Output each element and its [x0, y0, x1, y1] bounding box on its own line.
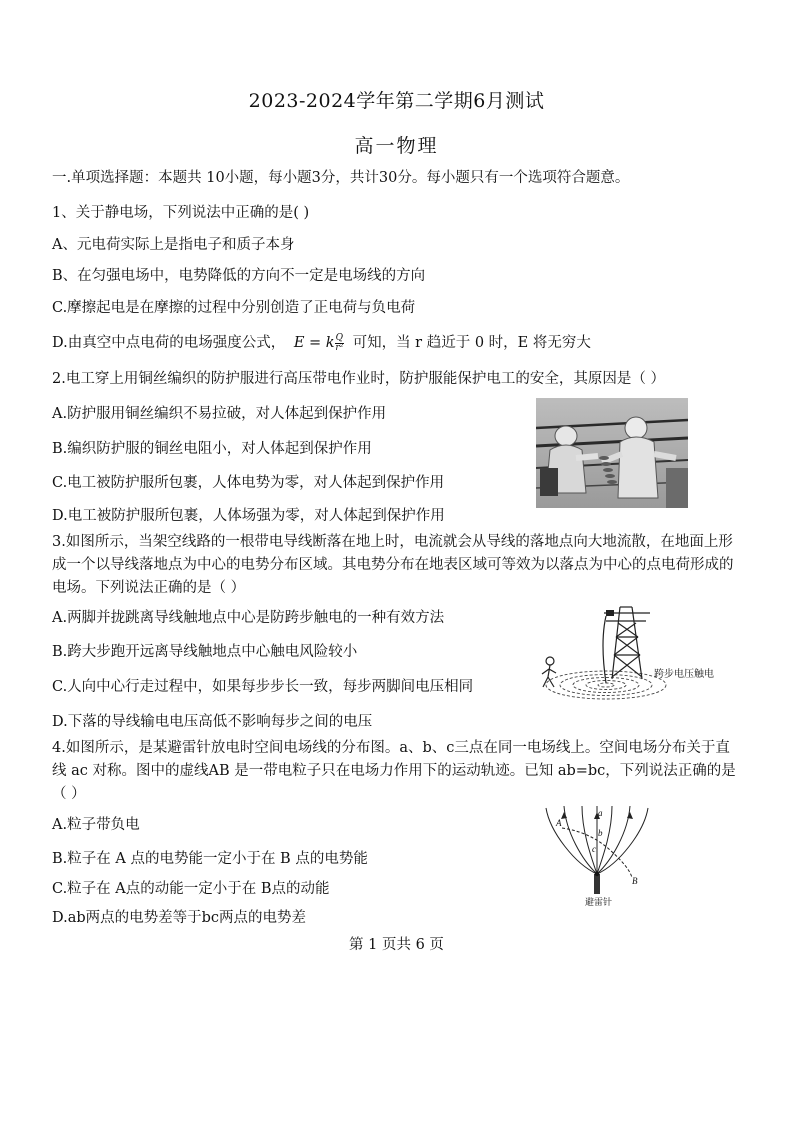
q3-option-c: C.人向中心行走过程中，如果每步步长一致，每步两脚间电压相同: [52, 679, 474, 695]
q4-option-b: B.粒子在 A 点的电势能一定小于在 B 点的电势能: [52, 851, 368, 867]
q1-option-b: B、在匀强电场中，电势降低的方向不一定是电场线的方向: [52, 268, 426, 284]
q2-option-a: A.防护服用铜丝编织不易拉破，对人体起到保护作用: [52, 406, 387, 422]
q3-option-a: A.两脚并拢跳离导线触地点中心是防跨步触电的一种有效方法: [52, 610, 445, 626]
page-title: 2023-2024学年第二学期6月测试: [248, 90, 545, 112]
q2-option-c: C.电工被防护服所包裹，人体电势为零，对人体起到保护作用: [52, 475, 445, 491]
q3-stem: 3.如图所示，当架空线路的一根带电导线断落在地上时，电流就会从导线的落地点向大地流散，在地面上形成一个以导线落地点为中心的电势分布区域。其电势分布在地表区域可等效为以落点为中心的点电荷形成的电场。下列说法正确的是（ ）: [52, 534, 734, 596]
formula-denominator: r²: [335, 342, 344, 353]
q4-option-c: C.粒子在 A点的动能一定小于在 B点的动能: [52, 881, 330, 897]
step-voltage-figure: [534, 597, 759, 707]
q1-option-c: C.摩擦起电是在摩擦的过程中分别创造了正电荷与负电荷: [52, 300, 416, 316]
q1-option-a: A、元电荷实际上是指电子和质子本身: [52, 237, 295, 253]
q1-option-d-tail: 可知，当 r 趋近于 0 时，E 将无穷大: [352, 335, 591, 351]
point-A-label: A: [556, 818, 562, 828]
electrician-photo: [536, 398, 688, 508]
lightning-rod-label: 避雷针: [585, 897, 613, 907]
formula-lhs: E = k: [293, 335, 335, 351]
formula-fraction: [335, 334, 344, 353]
q2-option-d: D.电工被防护服所包裹，人体场强为零，对人体起到保护作用: [52, 508, 445, 524]
q4-option-d: D.ab两点的电势差等于bc两点的电势差: [52, 910, 307, 926]
q1-stem: 1、关于静电场，下列说法中正确的是( ): [52, 205, 310, 221]
point-a-label: a: [598, 808, 603, 818]
q4-stem: 4.如图所示，是某避雷针放电时空间电场线的分布图。a、b、c三点在同一电场线上。空间电场分布关于直线 ac 对称。图中的虚线AB 是一带电粒子只在电场力作用下的运动轨迹。已知 ab=bc，下列说法正确的是（ ）: [52, 740, 736, 802]
point-B-label: B: [632, 876, 638, 886]
q1-option-d: [52, 333, 591, 353]
q4-option-a: A.粒子带负电: [52, 817, 140, 833]
page-footer: 第 1 页共 6 页: [349, 937, 444, 953]
q1-option-d-text: D.由真空中点电荷的电场强度公式，: [52, 335, 286, 351]
formula-numerator: Q: [335, 332, 343, 343]
q2-option-b: B.编织防护服的铜丝电阻小，对人体起到保护作用: [52, 441, 372, 457]
point-c-label: c: [592, 844, 596, 854]
point-b-label: b: [598, 828, 603, 838]
q3-option-d: D.下落的导线输电电压高低不影响每步之间的电压: [52, 714, 373, 730]
field-strength-formula: [294, 333, 344, 353]
step-voltage-label: 跨步电压触电: [654, 669, 714, 680]
page-subtitle: 高一物理: [354, 135, 439, 157]
q2-stem: 2.电工穿上用铜丝编织的防护服进行高压带电作业时，防护服能保护电工的安全，其原因是（ ）: [52, 371, 665, 387]
lightning-rod-figure: [540, 802, 658, 910]
section-heading: 一.单项选择题：本题共 10小题，每小题3分，共计30分。每小题只有一个选项符合题意。: [52, 170, 630, 186]
q3-option-b: B.跨大步跑开远离导线触地点中心触电风险较小: [52, 644, 358, 660]
